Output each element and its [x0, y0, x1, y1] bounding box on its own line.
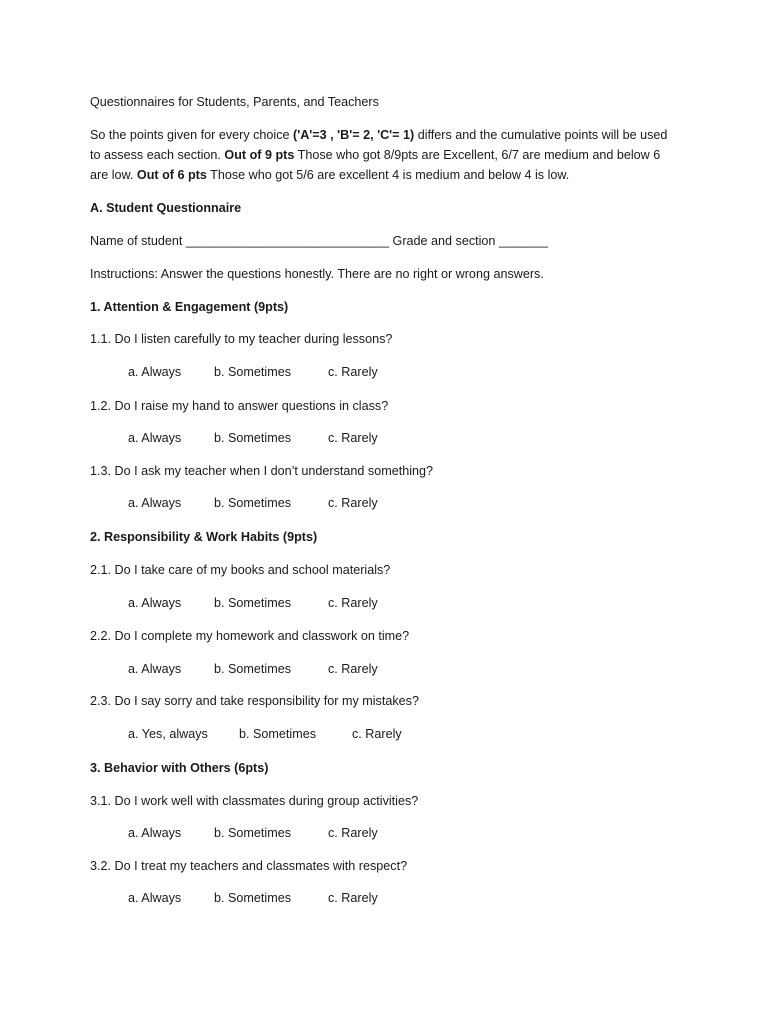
- option-a: a. Yes, always: [128, 727, 208, 741]
- option-b: b. Sometimes: [214, 365, 291, 379]
- intro-text: Those who got 8/9pts are Excellent, 6/7 are medium and below 6: [294, 148, 661, 162]
- question: 2.3. Do I say sorry and take responsibility for my mistakes?: [90, 694, 419, 708]
- question: 2.2. Do I complete my homework and classwork on time?: [90, 629, 410, 643]
- document-title: Questionnaires for Students, Parents, and Teachers: [90, 95, 379, 109]
- question: 1.1. Do I listen carefully to my teacher during lessons?: [90, 332, 393, 346]
- option-c: c. Rarely: [328, 496, 378, 510]
- intro-line-3: [90, 166, 569, 184]
- option-c: c. Rarely: [328, 891, 378, 905]
- name-grade-line: Name of student _____________________________ Grade and section _______: [90, 234, 548, 248]
- instructions: Instructions: Answer the questions honestly. There are no right or wrong answers.: [90, 267, 544, 281]
- intro-line-2: [90, 146, 660, 164]
- out-of-9-label: Out of 9 pts: [224, 148, 295, 162]
- option-b: b. Sometimes: [214, 496, 291, 510]
- group-heading: 1. Attention & Engagement (9pts): [90, 300, 289, 314]
- option-c: c. Rarely: [328, 431, 378, 445]
- intro-text: are low.: [90, 168, 137, 182]
- intro-line-1: [90, 126, 667, 144]
- intro-text: So the points given for every choice: [90, 128, 294, 142]
- option-b: b. Sometimes: [239, 727, 316, 741]
- option-a: a. Always: [128, 365, 182, 379]
- group-heading: 3. Behavior with Others (6pts): [90, 761, 269, 775]
- option-c: c. Rarely: [352, 727, 402, 741]
- option-a: a. Always: [128, 826, 182, 840]
- option-a: a. Always: [128, 431, 182, 445]
- option-a: a. Always: [128, 891, 182, 905]
- question: 3.1. Do I work well with classmates during group activities?: [90, 794, 419, 808]
- option-c: c. Rarely: [328, 826, 378, 840]
- question: 3.2. Do I treat my teachers and classmates with respect?: [90, 859, 408, 873]
- option-b: b. Sometimes: [214, 662, 291, 676]
- question: 2.1. Do I take care of my books and school materials?: [90, 563, 391, 577]
- section-title: A. Student Questionnaire: [90, 201, 242, 215]
- intro-text: differs and the cumulative points will be used: [414, 128, 668, 142]
- intro-text: Those who got 5/6 are excellent 4 is medium and below 4 is low.: [206, 168, 570, 182]
- option-b: b. Sometimes: [214, 596, 291, 610]
- out-of-6-label: Out of 6 pts: [136, 168, 207, 182]
- intro-text: to assess each section.: [90, 148, 225, 162]
- option-c: c. Rarely: [328, 365, 378, 379]
- question: 1.3. Do I ask my teacher when I don’t understand something?: [90, 464, 434, 478]
- option-a: a. Always: [128, 662, 182, 676]
- option-b: b. Sometimes: [214, 891, 291, 905]
- option-c: c. Rarely: [328, 596, 378, 610]
- points-scheme: ('A'=3 , 'B'= 2, 'C'= 1): [293, 128, 415, 142]
- option-b: b. Sometimes: [214, 826, 291, 840]
- question: 1.2. Do I raise my hand to answer questions in class?: [90, 399, 389, 413]
- option-c: c. Rarely: [328, 662, 378, 676]
- group-heading: 2. Responsibility & Work Habits (9pts): [90, 530, 318, 544]
- option-b: b. Sometimes: [214, 431, 291, 445]
- option-a: a. Always: [128, 596, 182, 610]
- option-a: a. Always: [128, 496, 182, 510]
